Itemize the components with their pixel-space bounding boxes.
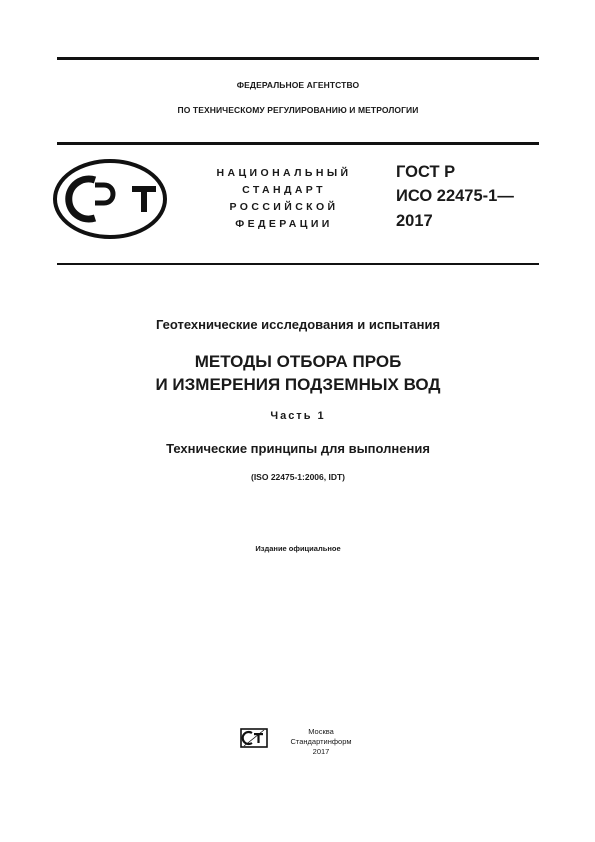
edition-note: Издание официальное: [255, 544, 341, 553]
standartinform-logo-icon: [240, 728, 268, 748]
document-subtitle: Технические принципы для выполнения: [166, 441, 430, 456]
document-subject: Геотехнические исследования и испытания: [155, 317, 441, 332]
national-standard-line-3: РОССИЙСКОЙ: [229, 201, 339, 213]
top-rule: [57, 57, 539, 60]
agency-line-2: ПО ТЕХНИЧЕСКОМУ РЕГУЛИРОВАНИЮ И МЕТРОЛОГИИ: [177, 105, 419, 115]
document-title-line-2: И ИЗМЕРЕНИЯ ПОДЗЕМНЫХ ВОД: [155, 375, 441, 394]
rst-certification-logo-icon: [52, 158, 168, 240]
agency-line-1: ФЕДЕРАЛЬНОЕ АГЕНТСТВО: [236, 80, 360, 90]
national-standard-line-2: СТАНДАРТ: [242, 184, 326, 196]
national-standard-line-1: НАЦИОНАЛЬНЫЙ: [216, 167, 352, 179]
iso-reference: (ISO 22475-1:2006, IDT): [250, 472, 345, 482]
publisher-name: Стандартинформ: [290, 737, 352, 746]
publisher-city: Москва: [308, 727, 334, 736]
publisher-year: 2017: [312, 747, 330, 756]
middle-rule: [57, 142, 539, 145]
document-title-line-1: МЕТОДЫ ОТБОРА ПРОБ: [194, 352, 402, 371]
standard-designation-line-2: ИСО 22475-1—: [396, 187, 514, 205]
document-part: Часть 1: [270, 410, 326, 422]
bottom-rule: [57, 263, 539, 265]
standard-designation-line-3: 2017: [396, 212, 433, 230]
national-standard-line-4: ФЕДЕРАЦИИ: [235, 218, 333, 230]
standard-designation-line-1: ГОСТ Р: [396, 163, 456, 181]
